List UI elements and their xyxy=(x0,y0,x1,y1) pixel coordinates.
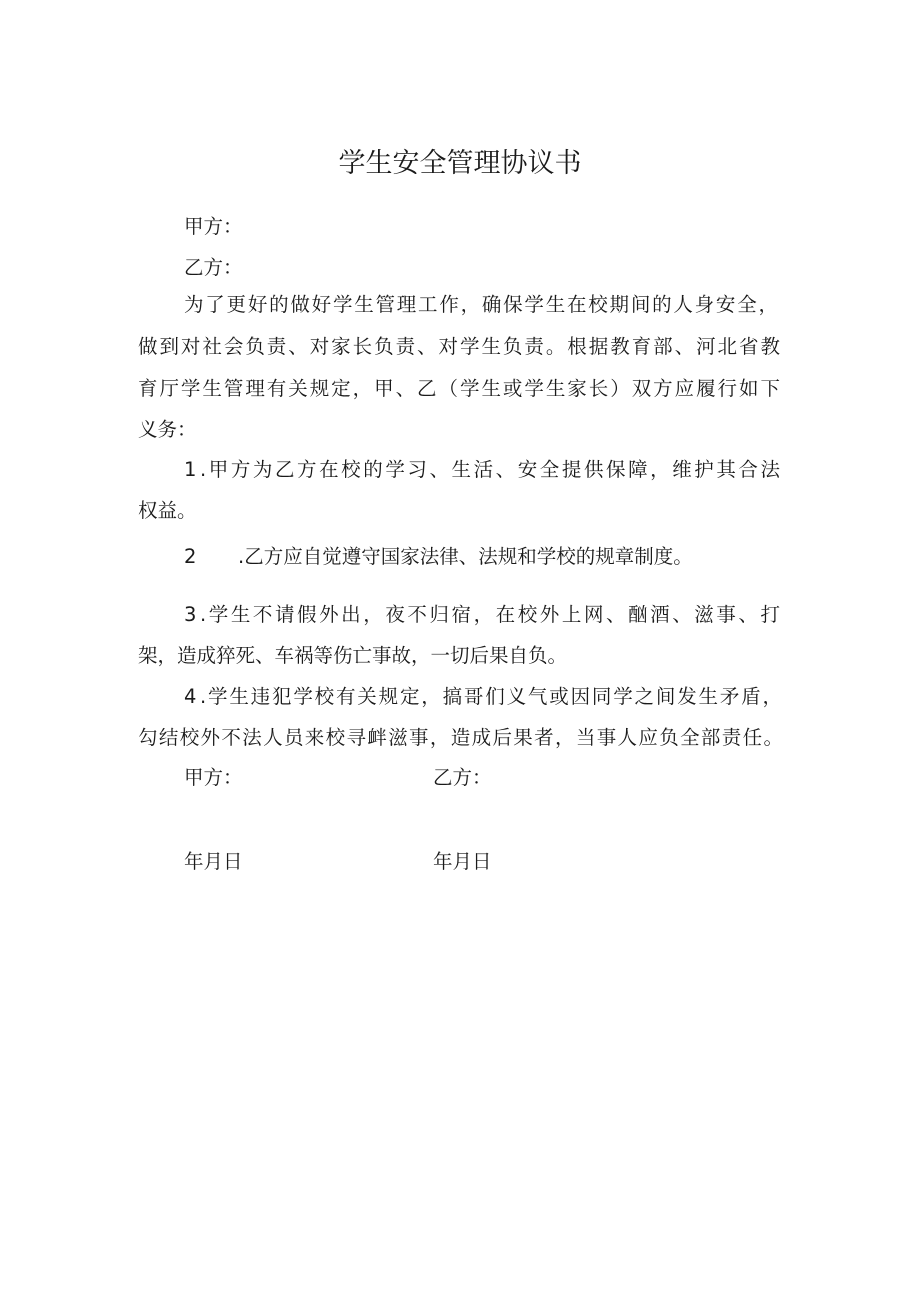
item-3-line-2: 架，造成猝死、车祸等伤亡事故，一切后果自负。 xyxy=(138,644,568,667)
signature-party-a: 甲方： xyxy=(184,766,243,789)
party-a-label: 甲方： xyxy=(184,215,243,238)
signature-date-a: 年月日 xyxy=(184,850,243,873)
item-2-number: 2 xyxy=(184,545,197,568)
item-1-line-1: .甲方为乙方在校的学习、生活、安全提供保障，维护其合法 xyxy=(200,458,780,481)
item-2-line-1: .乙方应自觉遵守国家法律、法规和学校的规章制度。 xyxy=(238,545,693,568)
intro-line-1: 为了更好的做好学生管理工作，确保学生在校期间的人身安全， xyxy=(184,293,778,316)
item-3-line-1: .学生不请假外出，夜不归宿，在校外上网、酗酒、滋事、打 xyxy=(200,603,780,626)
item-1-number: 1 xyxy=(184,458,197,481)
item-4-line-2: 勾结校外不法人员来校寻衅滋事，造成后果者，当事人应负全部责任。 xyxy=(138,726,782,749)
item-3-number: 3 xyxy=(184,603,197,626)
item-4-number: 4 xyxy=(184,685,197,708)
intro-line-4: 义务： xyxy=(138,418,197,441)
signature-date-b: 年月日 xyxy=(433,850,492,873)
item-1-line-2: 权益。 xyxy=(138,499,197,522)
intro-line-3: 育厅学生管理有关规定，甲、乙（学生或学生家长）双方应履行如下 xyxy=(138,377,780,400)
item-4-line-1: .学生违犯学校有关规定，搞哥们义气或因同学之间发生矛盾， xyxy=(200,685,782,708)
intro-line-2: 做到对社会负责、对家长负责、对学生负责。根据教育部、河北省教 xyxy=(138,335,780,358)
document-title: 学生安全管理协议书 xyxy=(338,148,582,179)
party-b-label: 乙方： xyxy=(184,256,243,279)
signature-party-b: 乙方： xyxy=(433,766,492,789)
